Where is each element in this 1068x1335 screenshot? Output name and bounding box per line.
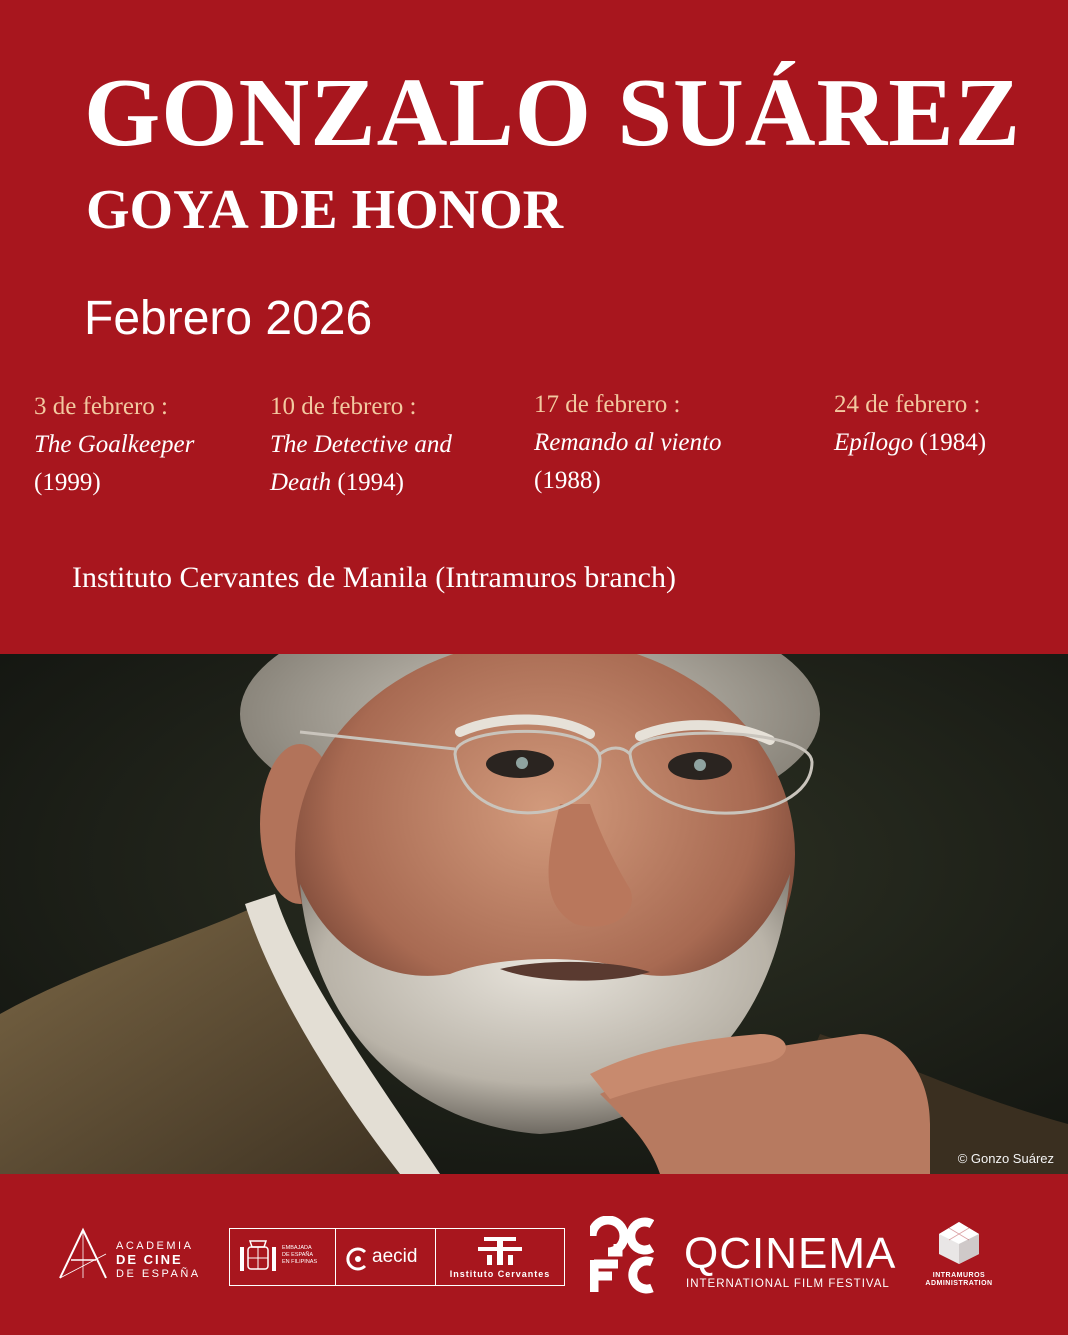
aecid-text: aecid (372, 1246, 418, 1267)
qcinema-logo (684, 1229, 897, 1292)
academia-cine-logo (56, 1226, 206, 1282)
embajada-line3: EN FILIPINAS (282, 1259, 318, 1265)
sponsor-logos-bar (0, 1174, 1068, 1335)
screening-1 (34, 388, 244, 502)
academia-line3: DE ESPAÑA (116, 1268, 201, 1280)
qcinema-name: QCINEMA (684, 1229, 897, 1278)
intramuros-text (918, 1272, 1000, 1288)
venue-text: Instituto Cervantes de Manila (Intramuros branch) (72, 561, 676, 594)
cervantes-emblem-icon (478, 1235, 522, 1265)
portrait-illustration (0, 654, 1068, 1174)
screening-date: 3 de febrero : (34, 393, 168, 420)
screening-date: 17 de febrero : (534, 391, 681, 418)
qcfc-mark-icon (590, 1216, 654, 1294)
qcfc-logo (590, 1216, 654, 1294)
headline-subtitle: GOYA DE HONOR (86, 179, 564, 241)
headline-title: GONZALO SUÁREZ (84, 59, 1022, 167)
aecid-logo (336, 1229, 436, 1285)
intramuros-line1: INTRAMUROS (932, 1272, 986, 1279)
film-year: (1994) (331, 469, 405, 496)
academia-text (116, 1240, 201, 1281)
screening-3 (534, 386, 794, 500)
screening-date: 10 de febrero : (270, 393, 417, 420)
screening-4 (834, 386, 1054, 462)
film-title: Epílogo (834, 429, 914, 456)
embajada-line2: DE ESPAÑA (282, 1252, 314, 1258)
intramuros-logo (918, 1220, 1000, 1292)
qcinema-tagline: INTERNATIONAL FILM FESTIVAL (686, 1278, 890, 1290)
cervantes-text: Instituto Cervantes (449, 1269, 551, 1279)
aecid-c-icon (345, 1246, 371, 1272)
film-year: (1999) (34, 469, 101, 496)
film-year: (1984) (913, 429, 987, 456)
photo-credit: © Gonzo Suárez (957, 1151, 1054, 1166)
instituto-cervantes-logo (436, 1229, 564, 1285)
spain-coat-of-arms-icon (238, 1235, 278, 1279)
academia-line1: ACADEMIA (116, 1240, 194, 1252)
embajada-text (282, 1245, 317, 1266)
screening-date: 24 de febrero : (834, 391, 981, 418)
embajada-line1: EMBAJADA (282, 1245, 312, 1251)
event-month: Febrero 2026 (84, 292, 373, 345)
intramuros-line2: ADMINISTRATION (925, 1280, 993, 1287)
intramuros-cube-icon (937, 1220, 981, 1266)
film-title: Remando al viento (534, 429, 722, 456)
film-year: (1988) (534, 467, 601, 494)
academia-line2: DE CINE (116, 1252, 183, 1267)
portrait-photo (0, 654, 1068, 1174)
embajada-logo (230, 1229, 336, 1285)
academia-a-icon (56, 1226, 110, 1282)
screening-2 (270, 388, 515, 502)
film-title: The Detective and Death (270, 431, 452, 496)
government-logos-box (229, 1228, 565, 1286)
film-title: The Goalkeeper (34, 431, 195, 458)
